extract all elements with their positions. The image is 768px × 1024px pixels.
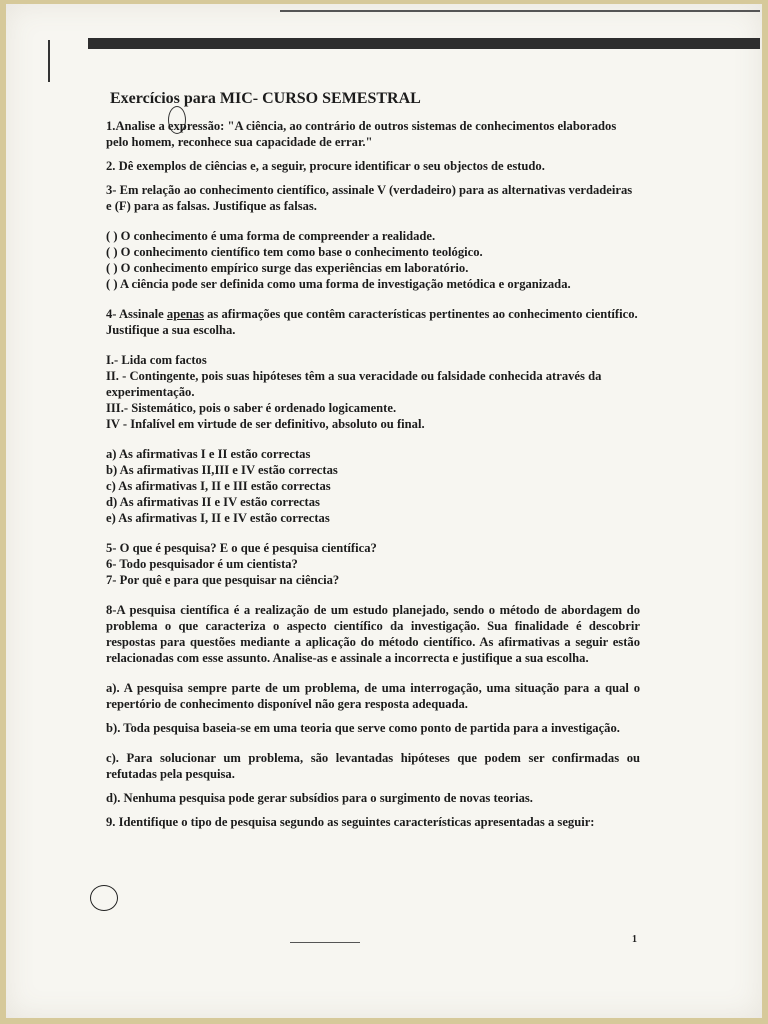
questions-5-7 <box>106 540 640 588</box>
handwritten-circle-9 <box>90 885 118 911</box>
question-8: 8-A pesquisa científica é a realização de um estudo planejado, sendo o método de abordagem do problema o que caracteriza o aspecto científico da investigação. Sua finalidade é descobrir respostas para questões mediante a aplicação do método científico. As afirmativas a seguir estão relacionadas com esse assunto. Analise-as e assinale a incorrecta e justifique a sua escolha. <box>106 603 640 665</box>
question-4-underline: apenas <box>166 307 204 321</box>
question-3-items <box>106 228 640 292</box>
top-rule <box>280 10 760 12</box>
list-item: IV - Infalível em virtude de ser definitivo, absoluto ou final. <box>106 417 425 431</box>
faint-dash <box>290 942 360 943</box>
page-number: 1 <box>632 934 637 945</box>
list-item: d) As afirmativas II e IV estão correctas <box>106 495 320 509</box>
question-7: 7- Por quê e para que pesquisar na ciência? <box>106 573 340 587</box>
list-item: I.- Lida com factos <box>106 353 207 367</box>
question-8-option-a: a). A pesquisa sempre parte de um problema, de uma interrogação, uma situação para a qual o repertório de conhecimento disponível não gera resposta adequada. <box>106 681 640 711</box>
list-item: e) As afirmativas I, II e IV estão correctas <box>106 511 330 525</box>
question-5: 5- O que é pesquisa? E o que é pesquisa científica? <box>106 541 377 555</box>
document-title: Exercícios para MIC- CURSO SEMESTRAL <box>110 90 421 107</box>
question-2: 2. Dê exemplos de ciências e, a seguir, procure identificar o seu objectos de estudo. <box>106 159 545 173</box>
question-3: 3- Em relação ao conhecimento científico, assinale V (verdadeiro) para as alternativas verdadeiras e (F) para as falsas. Justifique as falsas. <box>106 183 633 213</box>
question-8-option-d: d). Nenhuma pesquisa pode gerar subsídios para o surgimento de novas teorias. <box>106 791 533 805</box>
list-item: ( ) A ciência pode ser definida como uma forma de investigação metódica e organizada. <box>106 277 571 291</box>
margin-mark <box>48 40 50 82</box>
document-body <box>106 88 640 830</box>
question-6: 6- Todo pesquisador é um cientista? <box>106 557 298 571</box>
question-9: 9. Identifique o tipo de pesquisa segundo as seguintes características apresentadas a seguir: <box>106 815 595 829</box>
list-item: ( ) O conhecimento científico tem como base o conhecimento teológico. <box>106 245 483 259</box>
list-item: b) As afirmativas II,III e IV estão correctas <box>106 463 338 477</box>
question-4-suffix: as afirmações que contêm características pertinentes ao conhecimento científico. Justifique a sua escolha. <box>106 307 638 337</box>
list-item: II. - Contingente, pois suas hipóteses têm a sua veracidade ou falsidade conhecida através da experimentação. <box>106 369 602 399</box>
list-item: c) As afirmativas I, II e III estão correctas <box>106 479 331 493</box>
header-bar <box>88 38 760 49</box>
question-8-option-b: b). Toda pesquisa baseia-se em uma teoria que serve como ponto de partida para a investigação. <box>106 721 620 735</box>
question-4-options <box>106 446 640 526</box>
list-item: ( ) O conhecimento é uma forma de compreender a realidade. <box>106 229 436 243</box>
question-4-prefix: 4- Assinale <box>106 307 167 321</box>
list-item: ( ) O conhecimento empírico surge das experiências em laboratório. <box>106 261 469 275</box>
question-1: 1.Analise a expressão: "A ciência, ao contrário de outros sistemas de conhecimentos elaborados pelo homem, reconhece sua capacidade de errar." <box>106 119 617 149</box>
list-item: III.- Sistemático, pois o saber é ordenado logicamente. <box>106 401 397 415</box>
question-4 <box>106 306 640 338</box>
question-4-statements <box>106 352 640 432</box>
question-8-option-c: c). Para solucionar um problema, são levantadas hipóteses que podem ser confirmadas ou refutadas pela pesquisa. <box>106 751 640 781</box>
list-item: a) As afirmativas I e II estão correctas <box>106 447 311 461</box>
